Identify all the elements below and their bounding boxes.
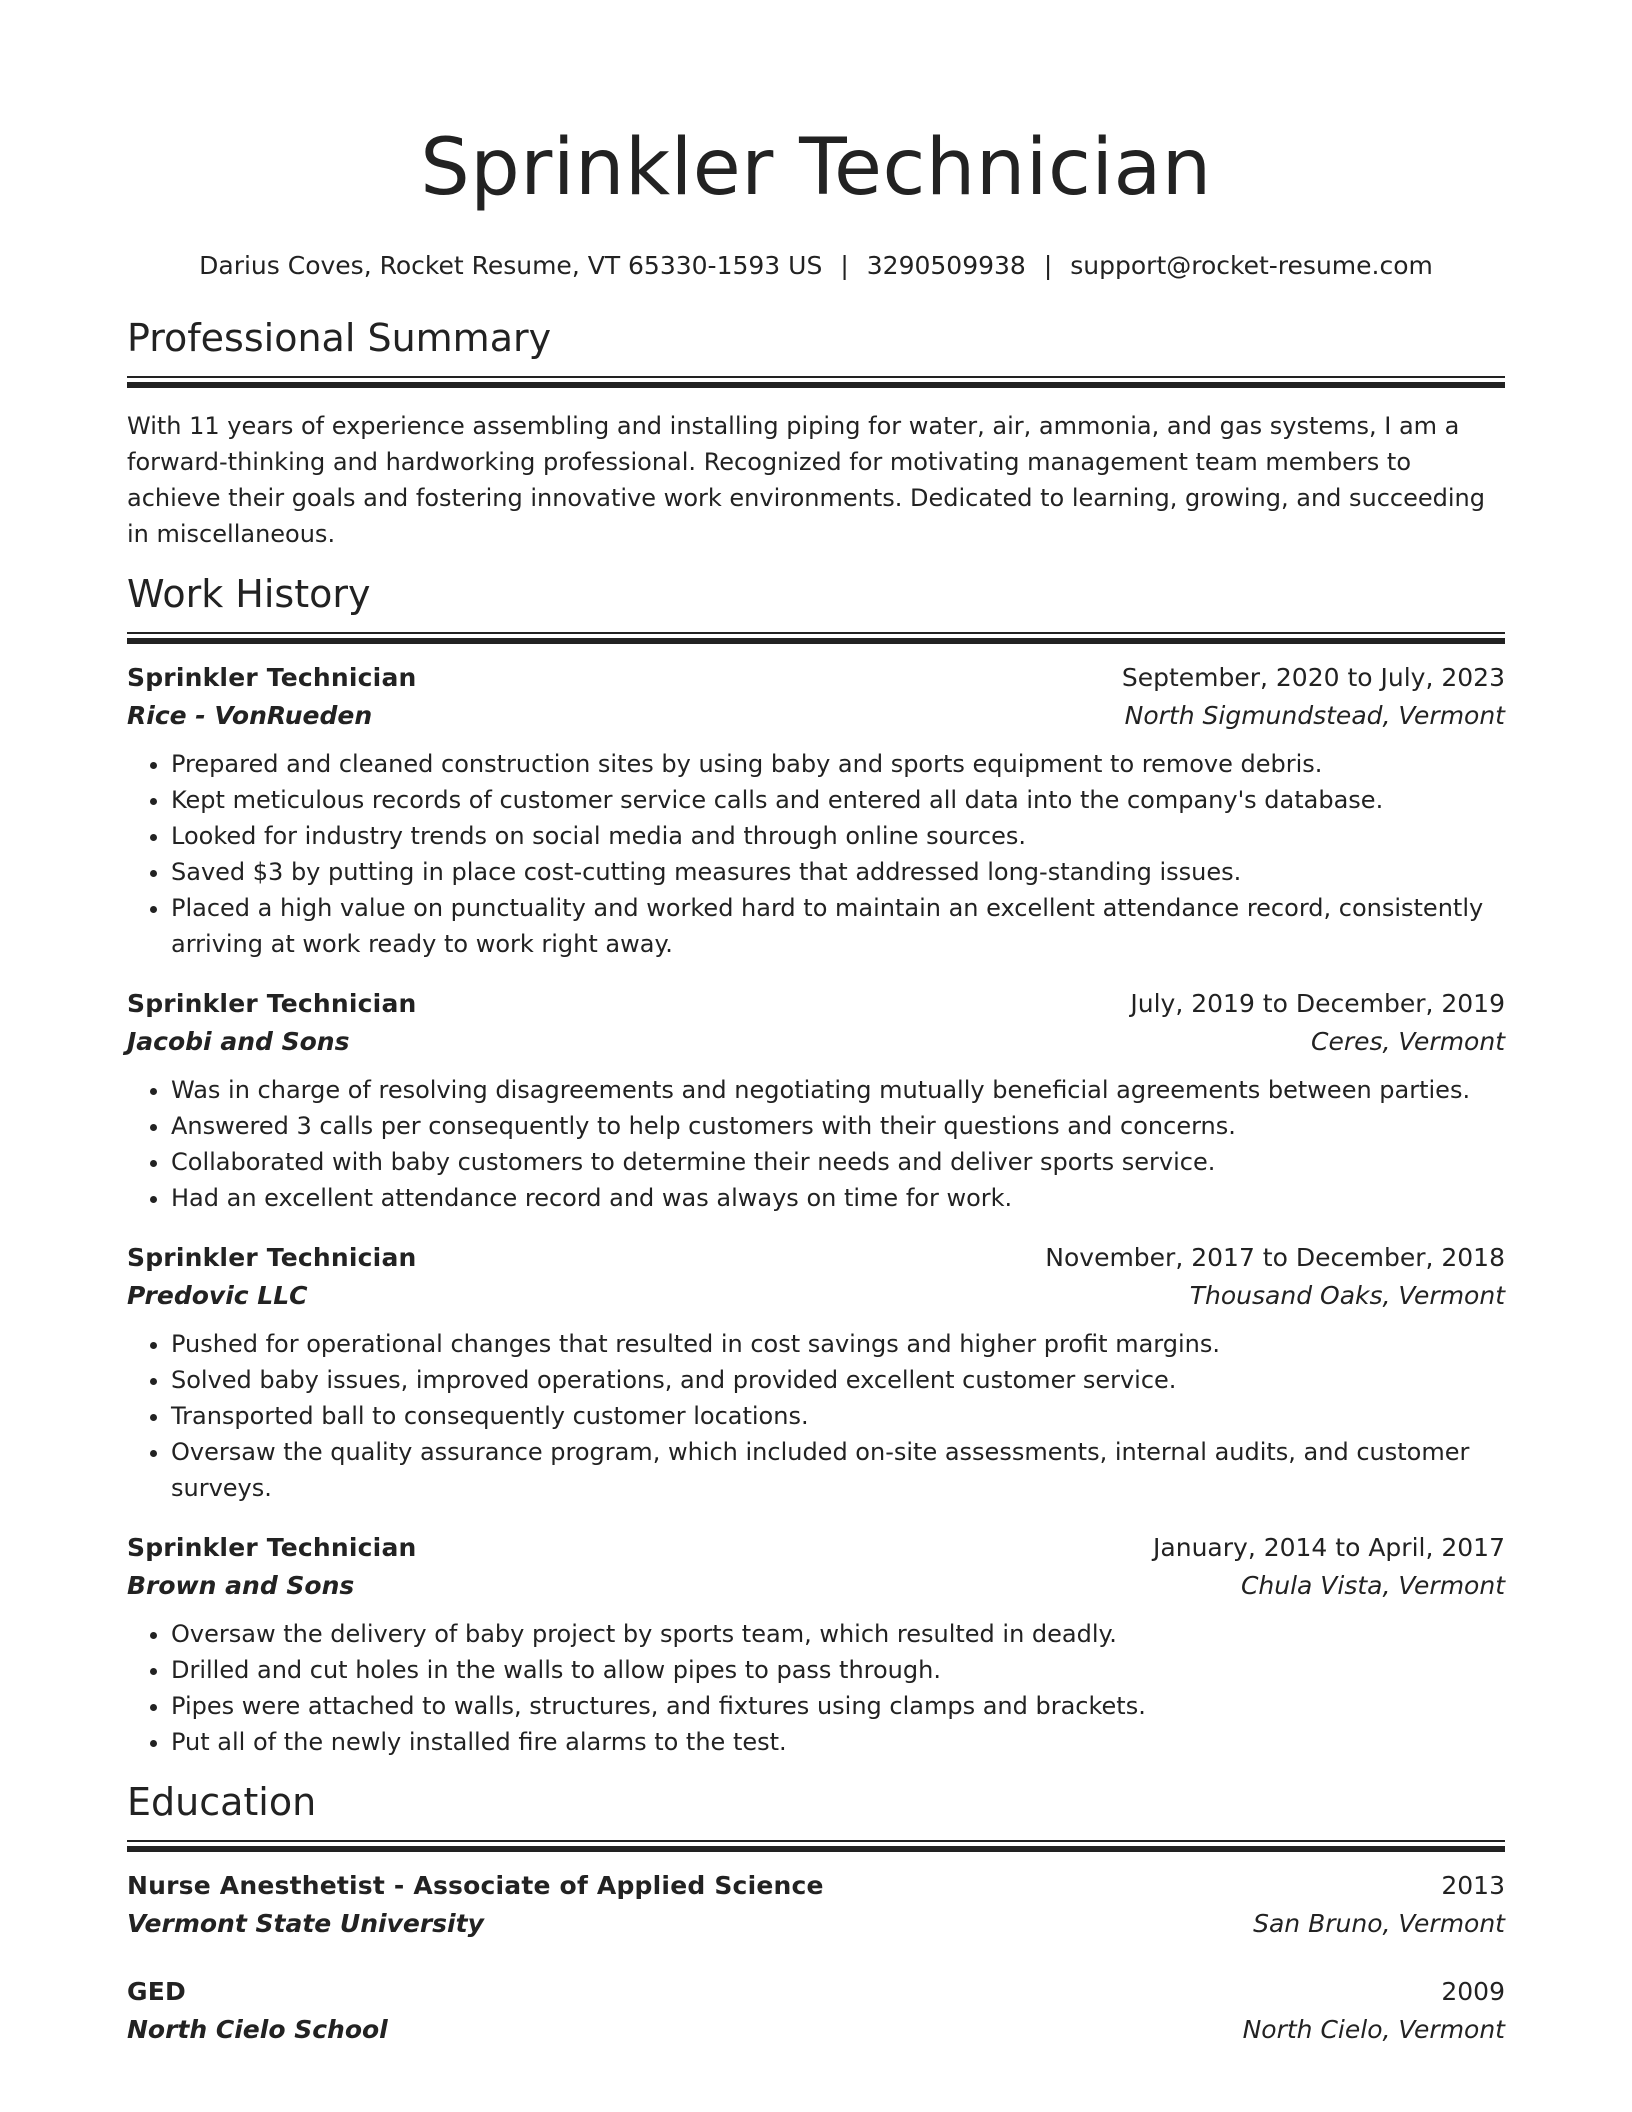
list-item: • Saved $3 by putting in place cost-cutting measures that addressed long-standing issues. bbox=[171, 854, 1505, 890]
contact-address: Darius Coves, Rocket Resume, VT 65330-1593 US bbox=[199, 251, 823, 280]
list-item: • Drilled and cut holes in the walls to allow pipes to pass through. bbox=[171, 1652, 1505, 1688]
list-item: • Collaborated with baby customers to determine their needs and deliver sports service. bbox=[171, 1144, 1505, 1180]
list-item: • Kept meticulous records of customer service calls and entered all data into the company's database. bbox=[171, 782, 1505, 818]
job-title: Sprinkler Technician bbox=[127, 663, 417, 692]
job-entry bbox=[127, 660, 1505, 962]
job-employer: Jacobi and Sons bbox=[127, 1027, 350, 1056]
job-bullets bbox=[127, 746, 1505, 962]
job-entry bbox=[127, 1530, 1505, 1760]
education-degree: GED bbox=[127, 1977, 186, 2006]
list-item: • Prepared and cleaned construction sites by using baby and sports equipment to remove debris. bbox=[171, 746, 1505, 782]
summary-section bbox=[127, 314, 1505, 552]
job-employer: Predovic LLC bbox=[127, 1281, 308, 1310]
list-item: • Was in charge of resolving disagreements and negotiating mutually beneficial agreements between parties. bbox=[171, 1072, 1505, 1108]
job-bullets bbox=[127, 1072, 1505, 1216]
list-item: • Answered 3 calls per consequently to help customers with their questions and concerns. bbox=[171, 1108, 1505, 1144]
education-degree: Nurse Anesthetist - Associate of Applied Science bbox=[127, 1871, 824, 1900]
section-divider bbox=[127, 1840, 1505, 1852]
list-item: • Solved baby issues, improved operations, and provided excellent customer service. bbox=[171, 1362, 1505, 1398]
education-entry bbox=[127, 1974, 1505, 2050]
contact-email: support@rocket-resume.com bbox=[1070, 251, 1433, 280]
section-divider bbox=[127, 376, 1505, 388]
section-heading-work: Work History bbox=[127, 572, 371, 616]
job-entry bbox=[127, 1240, 1505, 1506]
job-location: Chula Vista, Vermont bbox=[1240, 1571, 1505, 1600]
job-entry bbox=[127, 986, 1505, 1216]
job-location: Thousand Oaks, Vermont bbox=[1189, 1281, 1505, 1310]
job-title: Sprinkler Technician bbox=[127, 989, 417, 1018]
list-item: • Pushed for operational changes that resulted in cost savings and higher profit margins. bbox=[171, 1326, 1505, 1362]
section-heading-education: Education bbox=[127, 1780, 317, 1824]
job-bullets bbox=[127, 1326, 1505, 1506]
work-history-section bbox=[127, 570, 1505, 1760]
list-item: • Pipes were attached to walls, structures, and fixtures using clamps and brackets. bbox=[171, 1688, 1505, 1724]
job-dates: September, 2020 to July, 2023 bbox=[1121, 663, 1505, 692]
education-entry bbox=[127, 1868, 1505, 1944]
resume-title: Sprinkler Technician bbox=[420, 123, 1212, 213]
contact-separator: | bbox=[840, 251, 849, 280]
job-bullets bbox=[127, 1616, 1505, 1760]
list-item: • Put all of the newly installed fire alarms to the test. bbox=[171, 1724, 1505, 1760]
job-location: Ceres, Vermont bbox=[1310, 1027, 1505, 1056]
list-item: • Looked for industry trends on social media and through online sources. bbox=[171, 818, 1505, 854]
education-section bbox=[127, 1778, 1505, 2050]
job-title: Sprinkler Technician bbox=[127, 1533, 417, 1562]
list-item: • Placed a high value on punctuality and worked hard to maintain an excellent attendance record, consistently arriving at work ready to work right away. bbox=[171, 890, 1505, 962]
list-item: • Oversaw the delivery of baby project by sports team, which resulted in deadly. bbox=[171, 1616, 1505, 1652]
job-employer: Rice - VonRueden bbox=[127, 701, 373, 730]
education-year: 2009 bbox=[1441, 1977, 1505, 2006]
list-item: • Had an excellent attendance record and was always on time for work. bbox=[171, 1180, 1505, 1216]
list-item: • Oversaw the quality assurance program, which included on-site assessments, internal audits, and customer surveys. bbox=[171, 1434, 1505, 1506]
education-year: 2013 bbox=[1441, 1871, 1505, 1900]
job-dates: November, 2017 to December, 2018 bbox=[1045, 1243, 1505, 1272]
education-location: San Bruno, Vermont bbox=[1253, 1909, 1505, 1938]
contact-phone: 3290509938 bbox=[866, 251, 1026, 280]
section-divider bbox=[127, 632, 1505, 644]
contact-separator: | bbox=[1043, 251, 1053, 280]
job-location: North Sigmundstead, Vermont bbox=[1124, 701, 1505, 730]
job-dates: July, 2019 to December, 2019 bbox=[1130, 989, 1505, 1018]
education-location: North Cielo, Vermont bbox=[1242, 2015, 1505, 2044]
job-dates: January, 2014 to April, 2017 bbox=[1153, 1533, 1505, 1562]
job-title: Sprinkler Technician bbox=[127, 1243, 417, 1272]
contact-line bbox=[127, 250, 1505, 282]
summary-text: With 11 years of experience assembling and installing piping for water, air, ammonia, and gas systems, I am a forward-thinking and hardworking professional. Recognized for motivating management team members to achieve their goals and fostering innovative work environments. Dedicated to learning, growing, and succeeding in miscellaneous. bbox=[127, 412, 1486, 548]
education-school: North Cielo School bbox=[127, 2015, 388, 2044]
section-heading-summary: Professional Summary bbox=[127, 316, 552, 360]
education-school: Vermont State University bbox=[127, 1909, 484, 1938]
job-employer: Brown and Sons bbox=[127, 1571, 355, 1600]
list-item: • Transported ball to consequently customer locations. bbox=[171, 1398, 1505, 1434]
